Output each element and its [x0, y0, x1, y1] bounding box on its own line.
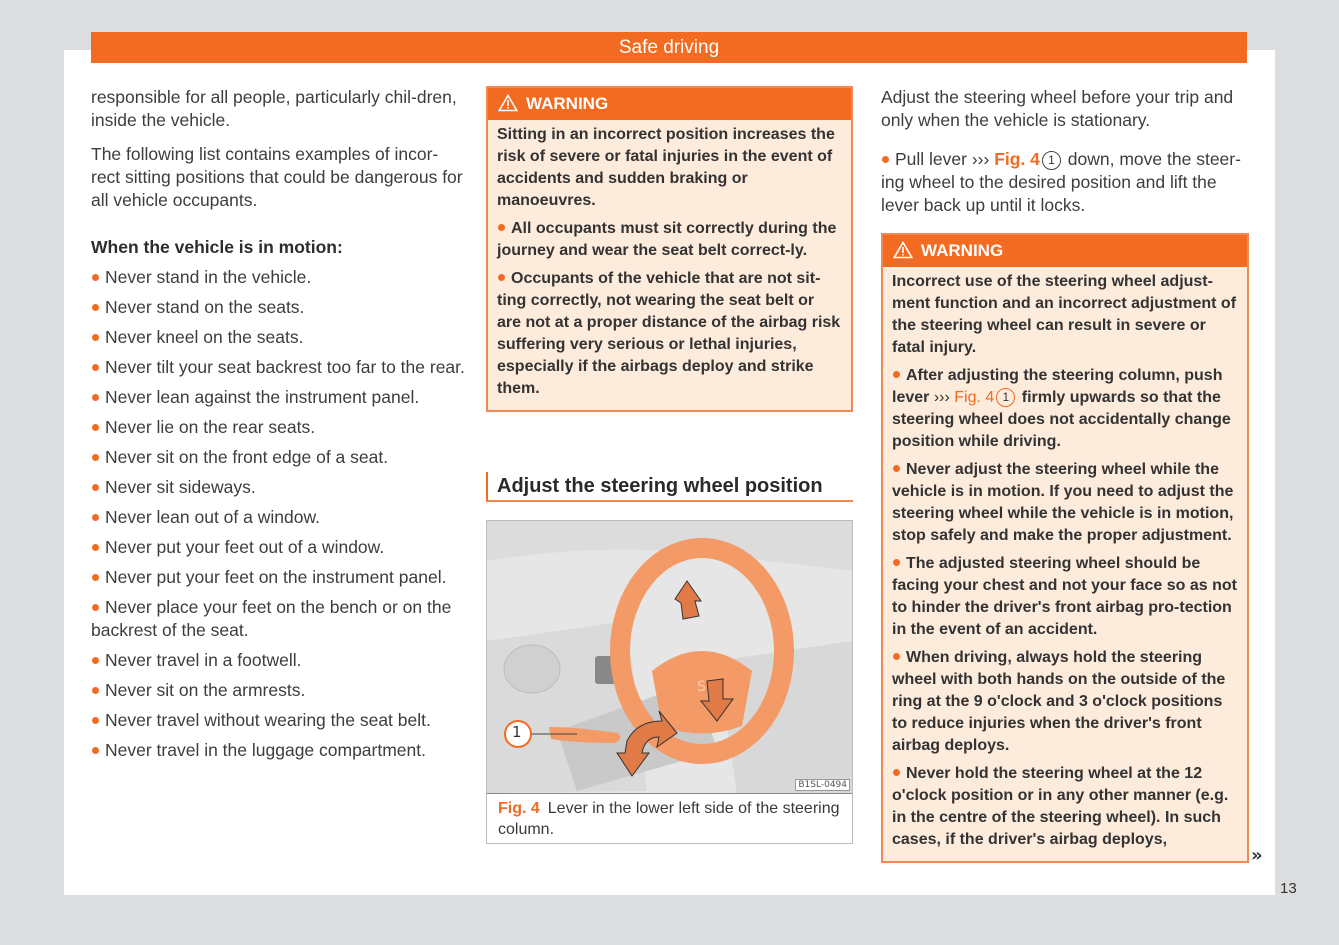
bullet-text: Occupants of the vehicle that are not sit-ting correctly, not wearing the seat belt or are not at a proper distance of the airbag risk suffering very serious or lethal injuries, especially if the airbags deploy and strike them. [497, 270, 841, 397]
bullet-text: The adjusted steering wheel should be facing your chest and not your face so as not to hinder the driver's front airbag pro-tection in the event of an accident. [892, 555, 1237, 638]
bullet-dot [92, 574, 99, 581]
bullet-dot [882, 156, 889, 163]
bullet-text: Never lean against the instrument panel. [105, 387, 420, 407]
callout-number: 1 [512, 723, 522, 741]
bullet-text: Never adjust the steering wheel while the vehicle is in motion. If you need to adjust the steering wheel while the vehicle is in motion, stop safely and make the proper adjustment. [892, 461, 1234, 544]
bullet-item [91, 386, 466, 409]
warning-header [883, 235, 1247, 267]
bullet-text-pre: After adjusting the steering column, push lever [892, 367, 1223, 406]
bullet-item [91, 326, 466, 349]
bullet-item [91, 416, 466, 439]
bullet-dot [92, 747, 99, 754]
bullet-text: Never stand on the seats. [105, 297, 305, 317]
bullet-text: Never lean out of a window. [105, 507, 320, 527]
warning-intro: Incorrect use of the steering wheel adjust-ment function and an incorrect adjustment of the steering wheel can result in severe or fatal injury. [892, 273, 1237, 356]
bullet-text: Never hold the steering wheel at the 12 o'clock position or in any other manner (e.g. in the centre of the steering wheel). In such cases, if the driver's airbag deploys, [892, 765, 1229, 848]
bullet-item [91, 476, 466, 499]
warning-box [486, 86, 853, 412]
warning-header [488, 88, 851, 120]
bullet-item [892, 459, 1238, 547]
warning-triangle-icon [893, 241, 913, 259]
steering-wheel-illustration [487, 521, 852, 794]
bullet-text: When driving, always hold the steering wheel with both hands on the outside of the ring at the 9 o'clock and 3 o'clock positions to reduce injuries when the driver's front airbag deploys. [892, 649, 1226, 754]
bullet-item [91, 446, 466, 469]
bullet-dot [92, 484, 99, 491]
chapter-header: Safe driving [91, 32, 1247, 63]
callout-circle: 1 [1042, 151, 1061, 170]
callout-circle: 1 [996, 388, 1015, 407]
bullet-text: Never kneel on the seats. [105, 327, 304, 347]
bullet-dot [92, 604, 99, 611]
bullet-item [91, 679, 466, 702]
bullet-text: Never travel in the luggage compartment. [105, 740, 426, 760]
bullet-text-post: firmly upwards so that the steering wheel does not accidentally change position while driving. [892, 389, 1231, 450]
bullet-item [892, 553, 1238, 641]
figure-label: Fig. 4 [498, 800, 540, 817]
bullet-text: Never tilt your seat backrest too far to the rear. [105, 357, 465, 377]
bullet-dot [92, 424, 99, 431]
warning-title: WARNING [526, 94, 609, 113]
step-text-post: down, move the steer-ing wheel to the desired position and lift the lever back up until it locks. [881, 149, 1241, 215]
section-title: Adjust the steering wheel position [486, 472, 853, 502]
warning-body [488, 120, 851, 410]
bullet-text: Never lie on the rear seats. [105, 417, 316, 437]
bullet-item [892, 763, 1238, 851]
cross-ref-arrow: ››› [933, 389, 950, 406]
bullet-item [91, 739, 466, 762]
bullet-item [91, 356, 466, 379]
warning-bullet-list [497, 218, 842, 400]
steering-intro: Adjust the steering wheel before your trip and only when the vehicle is stationary. [881, 87, 1234, 130]
column-middle [486, 86, 853, 412]
continued-marker: » [1251, 845, 1263, 866]
bullet-item [91, 596, 466, 642]
bullet-dot [92, 657, 99, 664]
bullet-dot [893, 371, 900, 378]
bullet-dot [92, 454, 99, 461]
cross-ref-arrow: ››› [971, 149, 990, 169]
bullet-dot [498, 274, 505, 281]
bullet-text: Never put your feet on the instrument panel. [105, 567, 447, 587]
page-number: 13 [1280, 880, 1297, 897]
intro-paragraph: The following list contains examples of incor-rect sitting positions that could be dangerous for all vehicle occupants. [91, 144, 463, 210]
step-text-pre: Pull lever [895, 149, 967, 169]
figure-reference-link[interactable]: Fig. 4 [954, 389, 995, 406]
bullet-text: Never sit sideways. [105, 477, 256, 497]
bullet-item [91, 266, 466, 289]
figure-caption-text: Lever in the lower left side of the steering column. [498, 800, 840, 838]
figure-reference-link[interactable]: Fig. 4 [994, 149, 1040, 169]
warning-triangle-icon [498, 94, 518, 112]
bullet-dot [92, 544, 99, 551]
bullet-item [892, 647, 1238, 757]
bullet-item [91, 566, 466, 589]
bullet-text: Never stand in the vehicle. [105, 267, 312, 287]
bullet-dot [893, 769, 900, 776]
bullet-item [497, 268, 842, 400]
bullet-dot [893, 559, 900, 566]
column-left [91, 86, 466, 769]
bullet-dot [498, 224, 505, 231]
column-right [881, 86, 1249, 863]
bullet-text: Never travel without wearing the seat belt. [105, 710, 431, 730]
bullet-dot [92, 364, 99, 371]
bullet-text: All occupants must sit correctly during the journey and wear the seat belt correct-ly. [497, 220, 837, 259]
bullet-text: Never sit on the front edge of a seat. [105, 447, 389, 467]
bullet-text: Never travel in a footwell. [105, 650, 302, 670]
warning-bullet-list [892, 459, 1238, 851]
bullet-dot [92, 687, 99, 694]
bullet-item [91, 536, 466, 559]
warning-title: WARNING [921, 241, 1004, 260]
bullet-dot [893, 653, 900, 660]
bullet-text: Never put your feet out of a window. [105, 537, 385, 557]
bullet-item [91, 649, 466, 672]
warning-body [883, 267, 1247, 861]
figure-caption [498, 798, 843, 840]
bullet-item [91, 506, 466, 529]
figure-code: B1SL-0494 [795, 779, 850, 791]
figure-4 [486, 520, 853, 844]
bullet-item [497, 218, 842, 262]
bullet-item [91, 296, 466, 319]
bullet-text: Never sit on the armrests. [105, 680, 306, 700]
steering-step [881, 148, 1249, 217]
bullet-dot [893, 465, 900, 472]
bullet-dot [92, 514, 99, 521]
motion-subheading: When the vehicle is in motion: [91, 237, 343, 257]
warning-bullet [892, 365, 1238, 453]
bullet-dot [92, 304, 99, 311]
intro-paragraph: responsible for all people, particularly chil-dren, inside the vehicle. [91, 87, 457, 130]
bullet-item [91, 709, 466, 732]
svg-text:S: S [697, 679, 706, 695]
bullet-dot [92, 717, 99, 724]
bullet-dot [92, 394, 99, 401]
bullet-dot [92, 274, 99, 281]
warning-intro: Sitting in an incorrect position increases the risk of severe or fatal injuries in the event of accidents and sudden braking or manoeuvres. [497, 126, 835, 209]
bullet-text: Never place your feet on the bench or on the backrest of the seat. [91, 597, 452, 640]
motion-bullet-list [91, 266, 466, 762]
warning-box [881, 233, 1249, 863]
bullet-dot [92, 334, 99, 341]
